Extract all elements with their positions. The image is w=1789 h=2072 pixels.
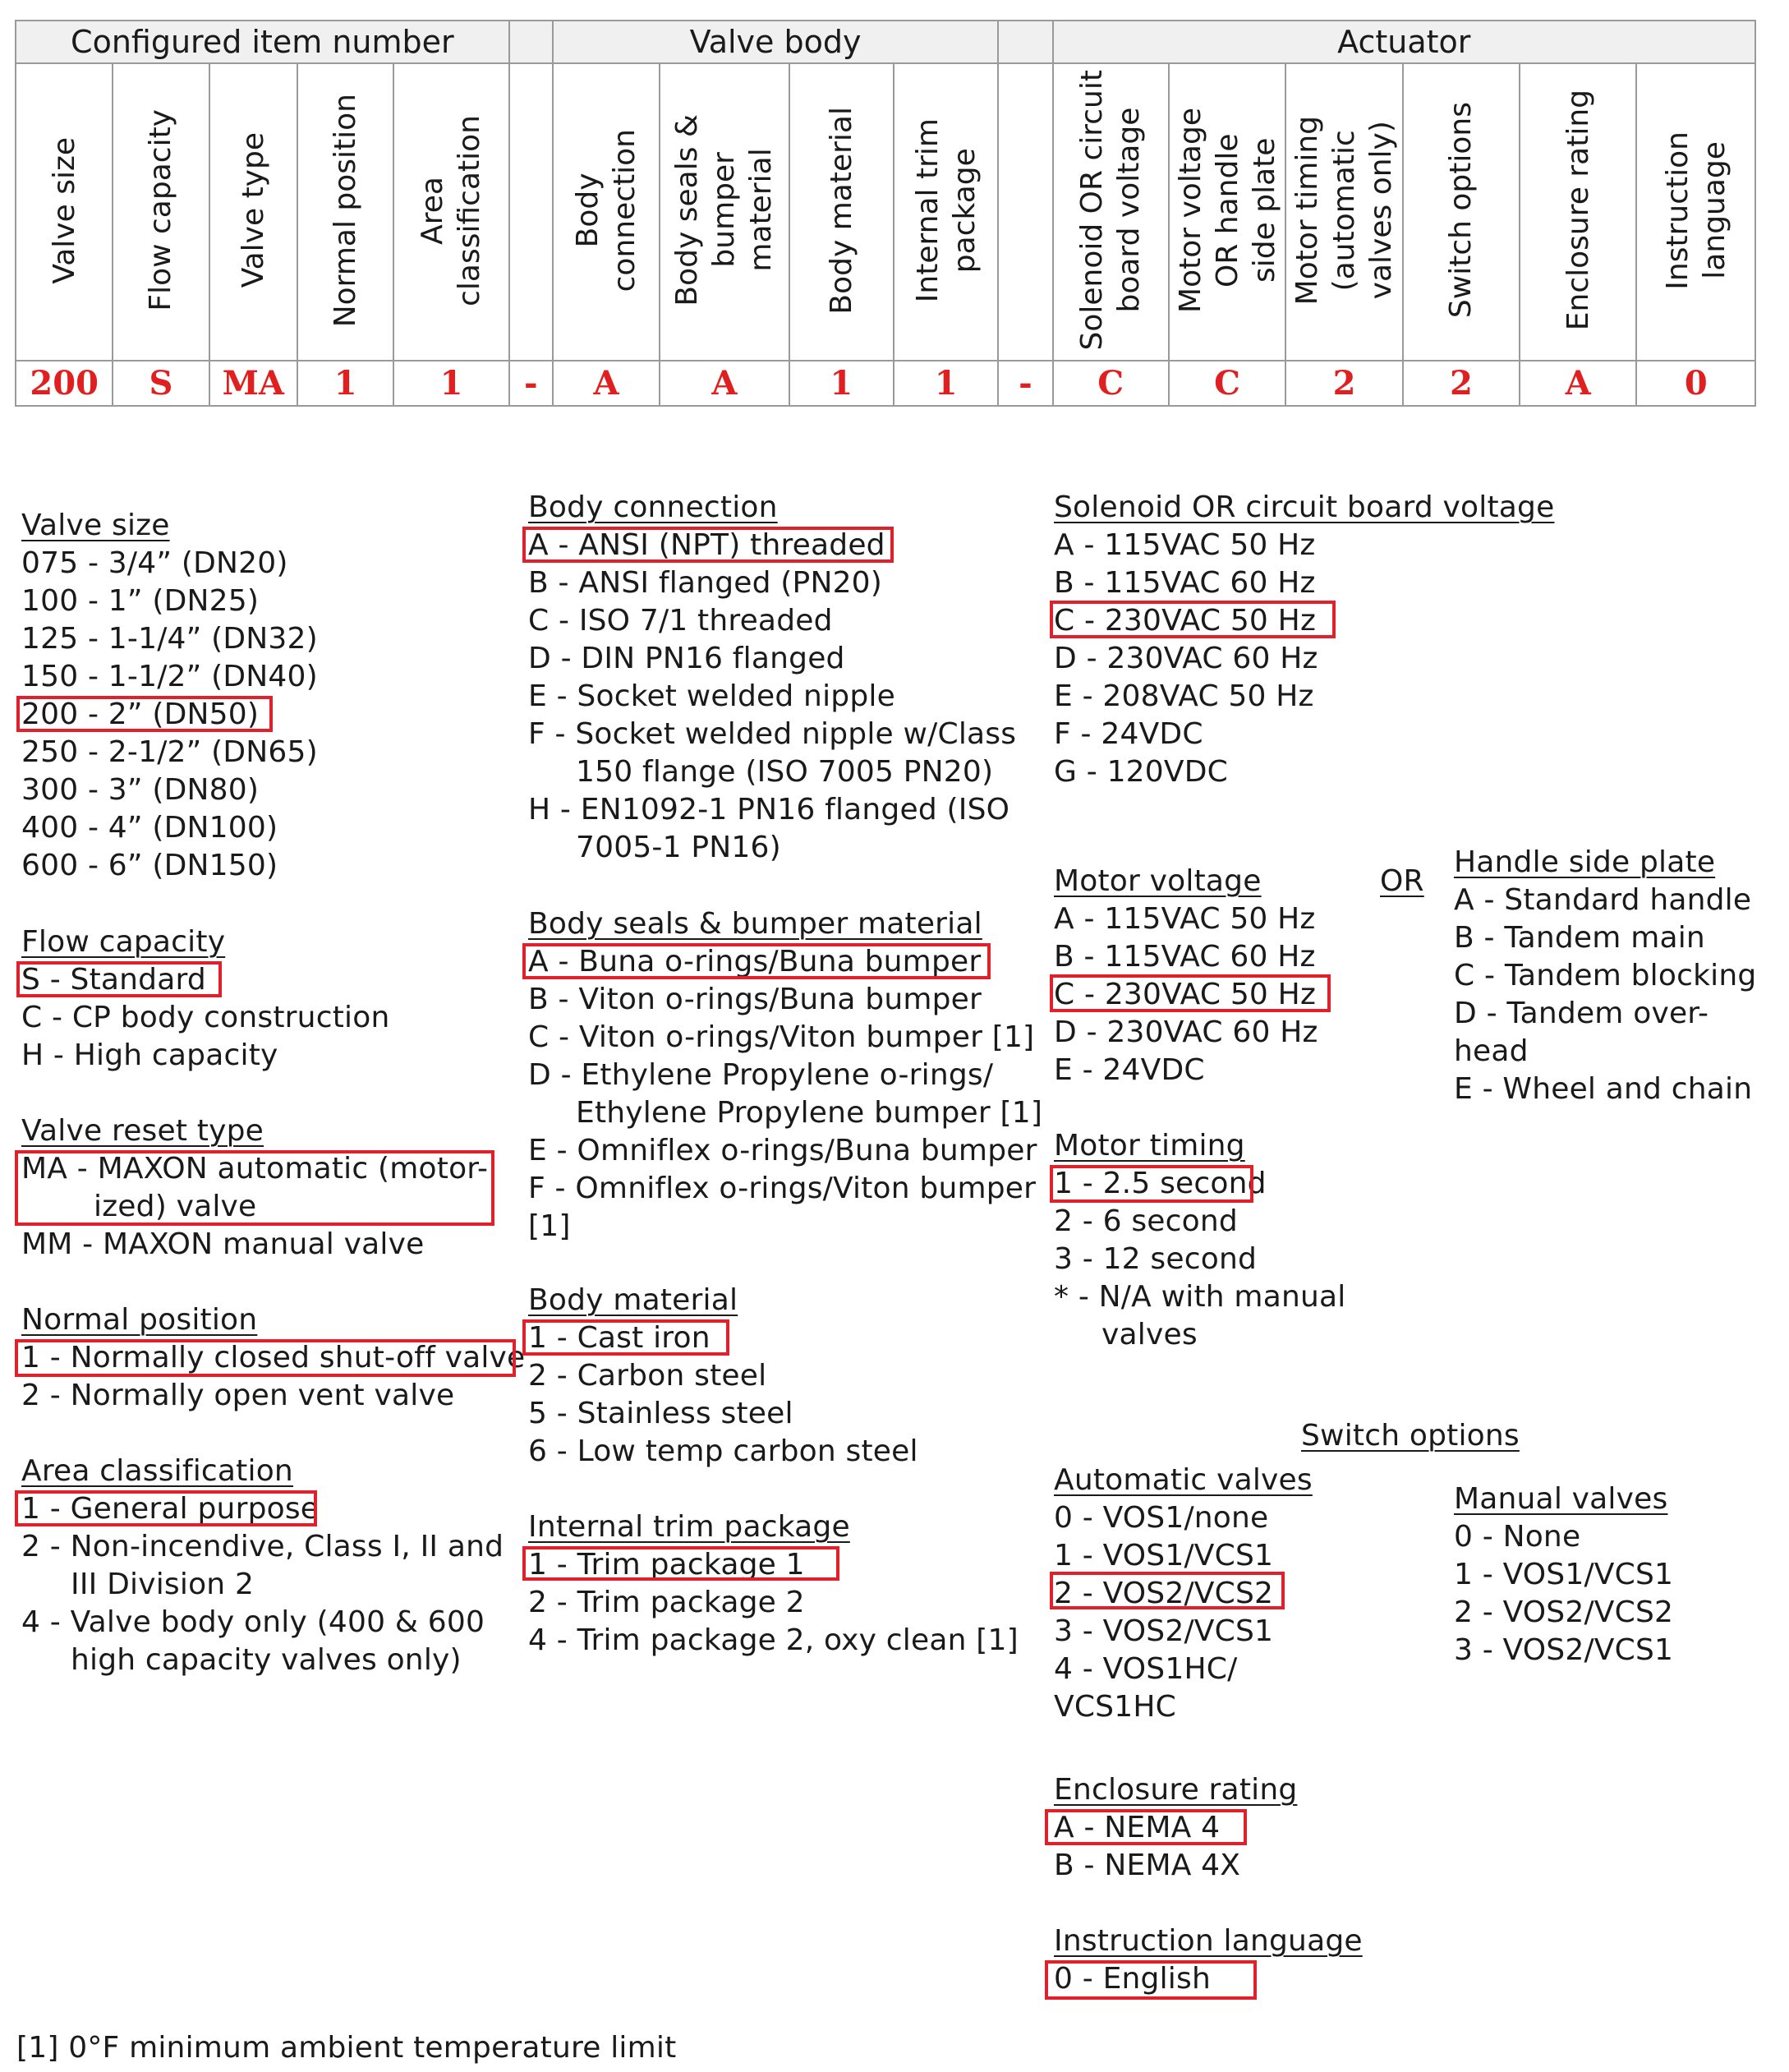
option-line: 2 - Normally open vent valve [21,1379,455,1412]
option-line: G - 120VDC [1054,755,1228,789]
option-line: D - 230VAC 60 Hz [1054,642,1318,675]
option-line: C - 230VAC 50 Hz [1054,604,1317,638]
option-line: F - 24VDC [1054,717,1203,751]
option-line: 400 - 4” (DN100) [21,811,278,845]
col-label: Valve type [236,132,270,288]
selected-option-highlight [1050,1165,1253,1203]
separator-cell [998,63,1052,361]
col-header-solenoid [1053,63,1169,361]
option-line: A - Buna o-rings/Buna bumper [528,945,982,978]
code-instruction-language: 0 [1636,361,1755,406]
section-heading: Flow capacity [21,925,226,959]
or-label: OR [1380,864,1424,898]
option-line: F - Socket welded nipple w/Class [528,717,1017,751]
option-line: 3 - VOS2/VCS1 [1054,1614,1274,1648]
col-label: Normal position [329,93,363,328]
col-label: Area classification [416,114,487,306]
code-switch-options: 2 [1403,361,1520,406]
option-line: 3 - 12 second [1054,1242,1258,1276]
section-heading: Enclosure rating [1054,1773,1298,1807]
option-line: 1 - VOS1/VCS1 [1054,1539,1274,1572]
option-line: C - Viton o-rings/Viton bumper [1] [528,1020,1035,1054]
option-line: H - High capacity [21,1038,278,1072]
col-header-motor-voltage [1169,63,1285,361]
selected-option-highlight [1045,1809,1247,1845]
code-internal-trim: 1 [894,361,998,406]
code-solenoid: C [1053,361,1169,406]
group-header-row [16,21,1755,63]
option-line: high capacity valves only) [71,1643,462,1677]
group-configured-item-number: Configured item number [16,21,509,63]
option-line: 5 - Stainless steel [528,1397,793,1430]
separator-cell [998,21,1052,63]
section-heading: Motor voltage [1054,864,1262,898]
col-label: Body connection [571,128,642,292]
code-valve-type: MA [209,361,297,406]
option-line: 2 - Trim package 2 [528,1586,805,1619]
option-line: 150 - 1-1/2” (DN40) [21,660,318,693]
col-header-normal-position [297,63,393,361]
option-line: MM - MAXON manual valve [21,1227,425,1261]
code-valve-size: 200 [16,361,113,406]
section-heading: Manual valves [1454,1482,1668,1516]
col-header-valve-size [16,63,113,361]
col-header-area-classification [393,63,508,361]
option-line: 1 - VOS1/VCS1 [1454,1558,1674,1591]
code-normal-position: 1 [297,361,393,406]
option-line: A - 115VAC 50 Hz [1054,902,1316,936]
option-line: MA - MAXON automatic (motor- [21,1152,489,1186]
option-line: 2 - VOS2/VCS2 [1454,1595,1674,1629]
option-line: VCS1HC [1054,1690,1176,1724]
option-line: 1 - General purpose [21,1492,320,1526]
option-line: 2 - Non-incendive, Class I, II and [21,1530,504,1563]
option-line: B - ANSI flanged (PN20) [528,566,883,600]
col-header-switch-options [1403,63,1520,361]
section-heading: Body seals & bumper material [528,907,982,941]
option-line: 4 - Valve body only (400 & 600 [21,1605,485,1639]
option-line: A - Standard handle [1454,883,1752,917]
group-valve-body: Valve body [553,21,999,63]
option-line: 100 - 1” (DN25) [21,584,260,618]
option-line: C - 230VAC 50 Hz [1054,978,1317,1011]
option-line: 2 - 6 second [1054,1204,1238,1238]
section-heading: Instruction language [1054,1924,1363,1958]
selected-option-highlight [1050,1572,1285,1609]
option-line: D - 230VAC 60 Hz [1054,1015,1318,1049]
selected-option-highlight [1045,1960,1257,2000]
option-line: E - 208VAC 50 Hz [1054,679,1314,713]
option-line: head [1454,1034,1529,1068]
col-header-valve-type [209,63,297,361]
separator-cell [509,21,553,63]
column-header-row [16,63,1755,361]
code-body-seals: A [660,361,789,406]
section-heading: Solenoid OR circuit board voltage [1054,490,1555,524]
code-body-material: 1 [789,361,894,406]
selected-option-highlight [1050,601,1336,638]
option-line: F - Omniflex o-rings/Viton bumper [528,1172,1037,1205]
option-line: ized) valve [94,1190,257,1223]
code-separator: - [998,361,1052,406]
option-line: Ethylene Propylene bumper [1] [576,1096,1043,1130]
option-line: 1 - 2.5 second [1054,1167,1267,1200]
code-row [16,361,1755,406]
section-heading: Valve size [21,509,170,542]
col-label: Body seals & bumper material [670,114,779,306]
col-label: Flow capacity [144,109,178,311]
col-label: Enclosure rating [1561,90,1595,331]
col-header-body-seals [660,63,789,361]
option-line: 3 - VOS2/VCS1 [1454,1633,1674,1667]
option-line: E - 24VDC [1054,1053,1205,1087]
option-line: [1] [528,1209,571,1243]
option-line: 6 - Low temp carbon steel [528,1434,918,1468]
option-line: 1 - Cast iron [528,1321,711,1355]
section-heading: Automatic valves [1054,1463,1313,1497]
option-line: 150 flange (ISO 7005 PN20) [576,755,994,789]
code-area-classification: 1 [393,361,508,406]
section-heading: Normal position [21,1303,258,1337]
option-line: 600 - 6” (DN150) [21,849,278,882]
option-line: B - 115VAC 60 Hz [1054,940,1316,974]
section-heading: Body connection [528,490,778,524]
selected-option-highlight [15,1339,516,1377]
option-line: 1 - Normally closed shut-off valve [21,1341,526,1374]
option-line: 200 - 2” (DN50) [21,698,260,731]
option-line: 0 - English [1054,1962,1211,1996]
option-line: B - Tandem main [1454,921,1705,955]
option-line: 0 - None [1454,1520,1581,1554]
option-line: 4 - VOS1HC/ [1054,1652,1238,1686]
section-heading: Motor timing [1054,1129,1245,1163]
col-label: Solenoid OR circuit board voltage [1075,70,1147,351]
code-body-connection: A [553,361,660,406]
code-separator: - [509,361,553,406]
selected-option-highlight [522,943,991,979]
col-header-internal-trim [894,63,998,361]
option-line: B - NEMA 4X [1054,1849,1241,1882]
section-heading: Valve reset type [21,1114,264,1148]
option-line: C - ISO 7/1 threaded [528,604,833,638]
option-line: D - Ethylene Propylene o-rings/ [528,1058,994,1092]
option-line: A - 115VAC 50 Hz [1054,528,1316,562]
section-heading: Body material [528,1283,738,1317]
switch-options-heading: Switch options [1301,1419,1520,1453]
selected-option-highlight [16,961,222,997]
col-label: Instruction language [1660,131,1732,290]
code-flow-capacity: S [113,361,209,406]
option-line: S - Standard [21,963,206,997]
option-line: 4 - Trim package 2, oxy clean [1] [528,1623,1019,1657]
option-line: III Division 2 [71,1568,255,1601]
option-line: B - 115VAC 60 Hz [1054,566,1316,600]
option-line: A - ANSI (NPT) threaded [528,528,885,562]
option-line: 0 - VOS1/none [1054,1501,1269,1535]
option-line: H - EN1092-1 PN16 flanged (ISO [528,793,1010,826]
option-line: D - DIN PN16 flanged [528,642,845,675]
col-label: Motor voltage OR handle side plate [1173,108,1281,313]
selected-option-highlight [1050,974,1331,1012]
code-motor-timing: 2 [1285,361,1402,406]
option-line: D - Tandem over- [1454,997,1709,1030]
option-line: E - Wheel and chain [1454,1072,1753,1106]
selected-option-highlight [522,527,894,563]
selected-option-highlight [522,1319,729,1356]
option-line: C - Tandem blocking [1454,959,1757,992]
option-line: A - NEMA 4 [1054,1811,1221,1844]
col-label: Motor timing (automatic valves only) [1290,115,1398,306]
col-header-flow-capacity [113,63,209,361]
selected-option-highlight [16,696,273,732]
option-line: 125 - 1-1/4” (DN32) [21,622,318,656]
footnote: [1] 0°F minimum ambient temperature limit [16,2031,677,2065]
col-label: Body material [824,106,858,315]
selected-option-highlight [15,1150,494,1226]
option-line: E - Socket welded nipple [528,679,895,713]
option-line: valves [1101,1318,1198,1351]
col-label: Switch options [1444,102,1479,319]
group-actuator: Actuator [1053,21,1755,63]
col-header-motor-timing [1285,63,1402,361]
option-line: 300 - 3” (DN80) [21,773,260,807]
selected-option-highlight [522,1546,839,1581]
col-header-body-material [789,63,894,361]
option-line: * - N/A with manual [1054,1280,1346,1314]
configuration-table [15,20,1756,407]
option-line: 250 - 2-1/2” (DN65) [21,735,318,769]
section-heading: Area classification [21,1454,293,1488]
code-enclosure-rating: A [1520,361,1636,406]
option-line: C - CP body construction [21,1001,390,1034]
col-label: Valve size [47,136,81,284]
option-line: 2 - Carbon steel [528,1359,767,1393]
option-line: E - Omniflex o-rings/Buna bumper [528,1134,1037,1167]
option-line: 2 - VOS2/VCS2 [1054,1577,1274,1610]
option-line: 7005-1 PN16) [576,831,781,864]
option-line: 075 - 3/4” (DN20) [21,546,288,580]
code-motor-voltage: C [1169,361,1285,406]
col-header-instruction-language [1636,63,1755,361]
section-heading: Internal trim package [528,1510,850,1544]
section-heading: Handle side plate [1454,845,1716,879]
option-line: B - Viton o-rings/Buna bumper [528,983,982,1016]
col-header-body-connection [553,63,660,361]
col-label: Internal trim package [910,117,982,303]
option-line: 1 - Trim package 1 [528,1548,805,1582]
selected-option-highlight [15,1490,320,1526]
col-header-enclosure-rating [1520,63,1636,361]
separator-cell [509,63,553,361]
